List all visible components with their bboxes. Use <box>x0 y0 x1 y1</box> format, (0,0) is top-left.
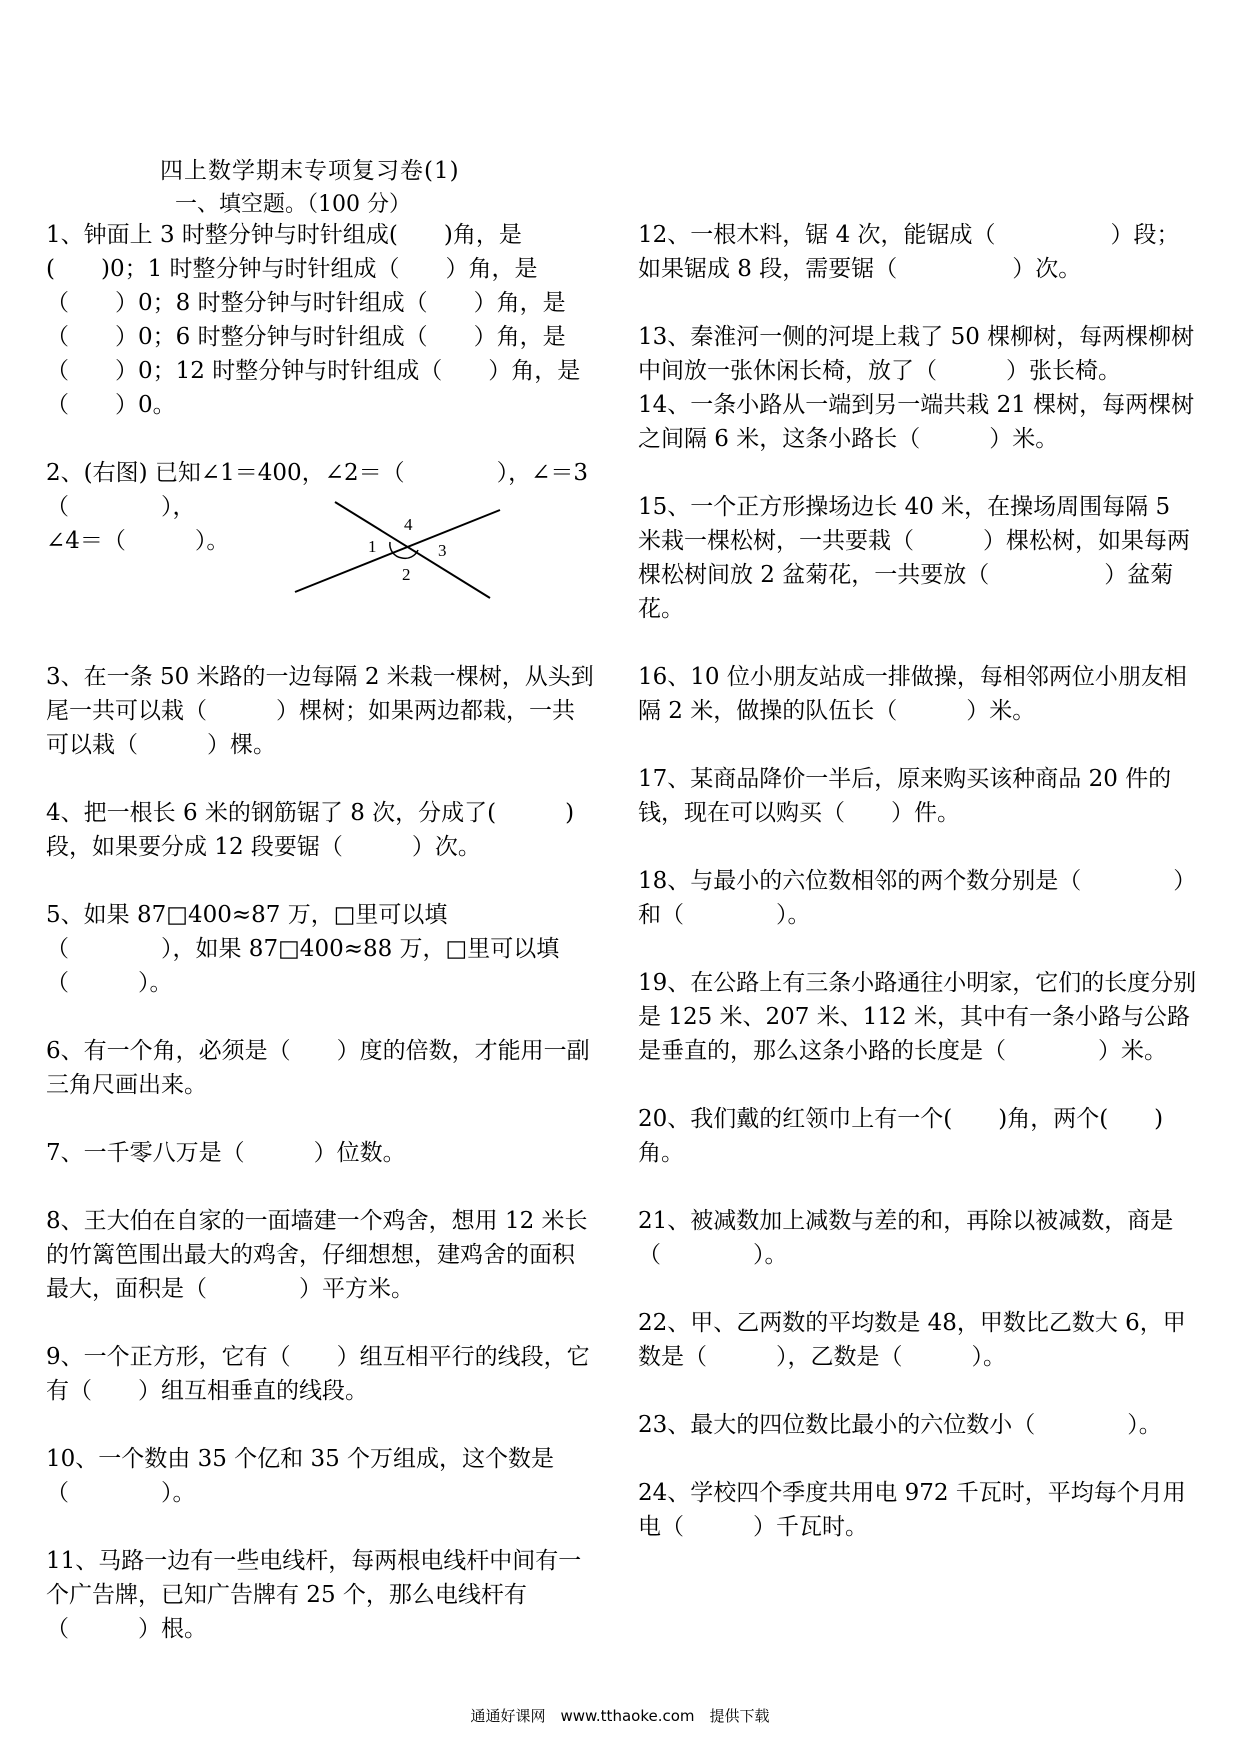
question-2: 2、(右图) 已知∠1＝400，∠2＝（ ），∠＝3（ ）， ∠4＝（ ）。 <box>46 460 589 554</box>
question-4: 4、把一根长 6 米的钢筋锯了 8 次，分成了( )段，如果要分成 12 段要锯（ ）次。 <box>46 800 575 860</box>
question-13: 13、秦淮河一侧的河堤上栽了 50 棵柳树，每两棵柳树中间放一张休闲长椅，放了（ ）张长椅。 <box>638 324 1195 384</box>
question-15: 15、一个正方形操场边长 40 米，在操场周围每隔 5 米栽一棵松树，一共要栽（ ）棵松树，如果每两棵松树间放 2 盆菊花，一共要放（ ）盆菊花。 <box>638 494 1190 622</box>
question-21: 21、被减数加上减数与差的和，再除以被减数，商是（ ）。 <box>638 1208 1174 1268</box>
left-column <box>46 218 594 1646</box>
question-22: 22、甲、乙两数的平均数是 48，甲数比乙数大 6，甲数是（ ），乙数是（ ）。 <box>638 1310 1186 1370</box>
right-column <box>638 218 1198 1544</box>
question-7: 7、一千零八万是（ ）位数。 <box>46 1140 406 1166</box>
question-17: 17、某商品降价一半后，原来购买该种商品 20 件的钱，现在可以购买（ ）件。 <box>638 766 1172 826</box>
question-19: 19、在公路上有三条小路通往小明家，它们的长度分别是 125 米、207 米、112 米，其中有一条小路与公路是垂直的，那么这条小路的长度是（ ）米。 <box>638 970 1197 1064</box>
question-14: 14、一条小路从一端到另一端共栽 21 棵树，每两棵树之间隔 6 米，这条小路长（ ）米。 <box>638 392 1195 452</box>
question-11: 11、马路一边有一些电线杆，每两根电线杆中间有一个广告牌，已知广告牌有 25 个，那么电线杆有（ ）根。 <box>46 1548 582 1642</box>
question-16: 16、10 位小朋友站成一排做操，每相邻两位小朋友相隔 2 米，做操的队伍长（ ）米。 <box>638 664 1187 724</box>
line-b <box>295 510 500 592</box>
question-8: 8、王大伯在自家的一面墙建一个鸡舍，想用 12 米长的竹篱笆围出最大的鸡舍，仔细想想，建鸡舍的面积最大，面积是（ ）平方米。 <box>46 1208 588 1302</box>
question-12: 12、一根木料，锯 4 次，能锯成（ ）段；如果锯成 8 段，需要锯（ ）次。 <box>638 222 1180 282</box>
question-18: 18、与最小的六位数相邻的两个数分别是（ ）和（ ）。 <box>638 868 1197 928</box>
angle-diagram <box>290 500 510 600</box>
question-1: 1、钟面上 3 时整分钟与时针组成( )角，是( )0；1 时整分钟与时针组成（ ）角，是（ ）0；8 时整分钟与时针组成（ ）角，是（ ）0；6 时整分钟与时针组成（ ）角，是（ ）0；12 时整分钟与时针组成（ ）角，是（ ）0。 <box>46 222 581 418</box>
question-9: 9、一个正方形，它有（ ）组互相平行的线段，它有（ ）组互相垂直的线段。 <box>46 1344 590 1404</box>
question-20: 20、我们戴的红领巾上有一个( )角，两个( )角。 <box>638 1106 1164 1166</box>
question-5: 5、如果 87□400≈87 万，□里可以填（ ），如果 87□400≈88 万，□里可以填（ ）。 <box>46 902 560 996</box>
line-a <box>335 502 490 598</box>
question-23: 23、最大的四位数比最小的六位数小（ ）。 <box>638 1412 1162 1438</box>
angle-label-3: 3 <box>438 541 447 560</box>
angle-label-4: 4 <box>404 515 413 534</box>
section-heading: 一、填空题。（100 分） <box>175 192 411 217</box>
question-10: 10、一个数由 35 个亿和 35 个万组成，这个数是（ ）。 <box>46 1446 555 1506</box>
page-title: 四上数学期末专项复习卷(1) <box>160 158 460 184</box>
footer-credit: 通通好课网 www.tthaoke.com 提供下载 <box>470 1707 770 1725</box>
angle-label-1: 1 <box>368 537 377 556</box>
question-3: 3、在一条 50 米路的一边每隔 2 米栽一棵树，从头到尾一共可以栽（ ）棵树；如果两边都栽，一共可以栽（ ）棵。 <box>46 664 594 758</box>
question-24: 24、学校四个季度共用电 972 千瓦时，平均每个月用电（ ）千瓦时。 <box>638 1480 1186 1540</box>
angle-label-2: 2 <box>402 565 411 584</box>
question-6: 6、有一个角，必须是（ ）度的倍数，才能用一副三角尺画出来。 <box>46 1038 590 1098</box>
